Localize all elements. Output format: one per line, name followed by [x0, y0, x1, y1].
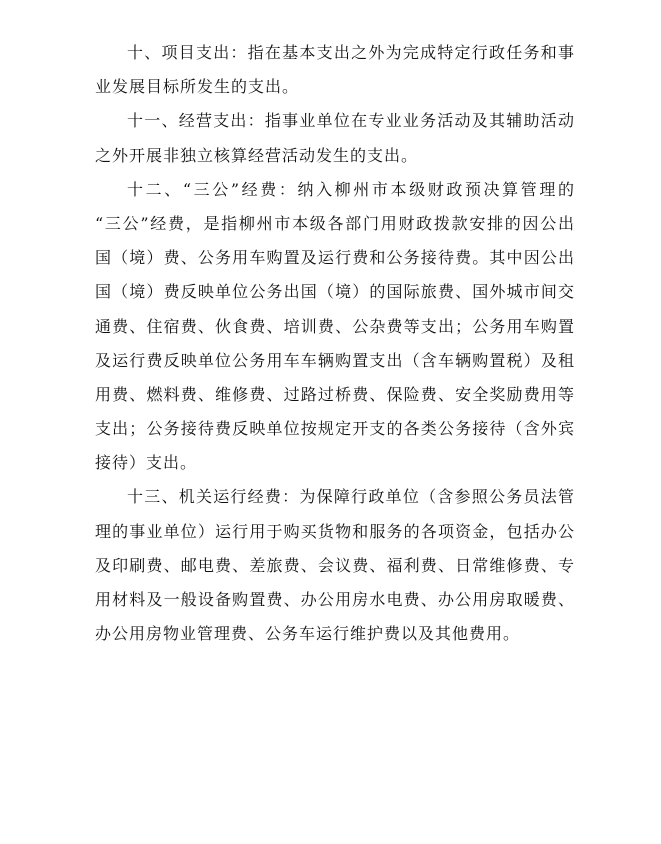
paragraph-three-public-funds	[95, 173, 575, 481]
text-line: 十三、机关运行经费：为保障行政单位（含参照公务员法管	[127, 487, 575, 507]
text-line: 办公用房物业管理费、公务车运行维护费以及其他费用。	[95, 624, 521, 644]
text-line: 通费、住宿费、伙食费、培训费、公杂费等支出；公务用车购置	[95, 316, 575, 336]
text-line: 支出；公务接待费反映单位按规定开支的各类公务接待（含外宾	[95, 419, 575, 439]
text-line: 理的事业单位）运行用于购买货物和服务的各项资金，包括办公	[95, 521, 575, 541]
text-line: 业发展目标所发生的支出。	[95, 77, 300, 97]
text-line: 十二、“三公”经费：纳入柳州市本级财政预决算管理的	[127, 179, 575, 199]
text-line: 国（境）费反映单位公务出国（境）的国际旅费、国外城市间交	[95, 282, 575, 302]
text-line: 用材料及一般设备购置费、办公用房水电费、办公用房取暖费、	[95, 590, 575, 609]
text-line: 之外开展非独立核算经营活动发生的支出。	[95, 145, 419, 165]
text-line: 十一、经营支出：指事业单位在专业业务活动及其辅助活动	[127, 111, 575, 131]
text-line: 及印刷费、邮电费、差旅费、会议费、福利费、日常维修费、专	[95, 555, 575, 575]
text-line: 接待）支出。	[95, 453, 198, 473]
document-body	[95, 36, 575, 651]
paragraph-project-expenditure	[95, 36, 575, 104]
text-line: 及运行费反映单位公务用车车辆购置支出（含车辆购置税）及租	[95, 350, 575, 370]
text-line: “三公”经费，是指柳州市本级各部门用财政拨款安排的因公出	[95, 213, 575, 233]
text-line: 十、项目支出：指在基本支出之外为完成特定行政任务和事	[127, 43, 575, 62]
text-line: 国（境）费、公务用车购置及运行费和公务接待费。其中因公出	[95, 248, 575, 268]
paragraph-business-expenditure	[95, 104, 575, 172]
paragraph-operating-funds	[95, 480, 575, 651]
text-line: 用费、燃料费、维修费、过路过桥费、保险费、安全奖励费用等	[95, 384, 575, 404]
